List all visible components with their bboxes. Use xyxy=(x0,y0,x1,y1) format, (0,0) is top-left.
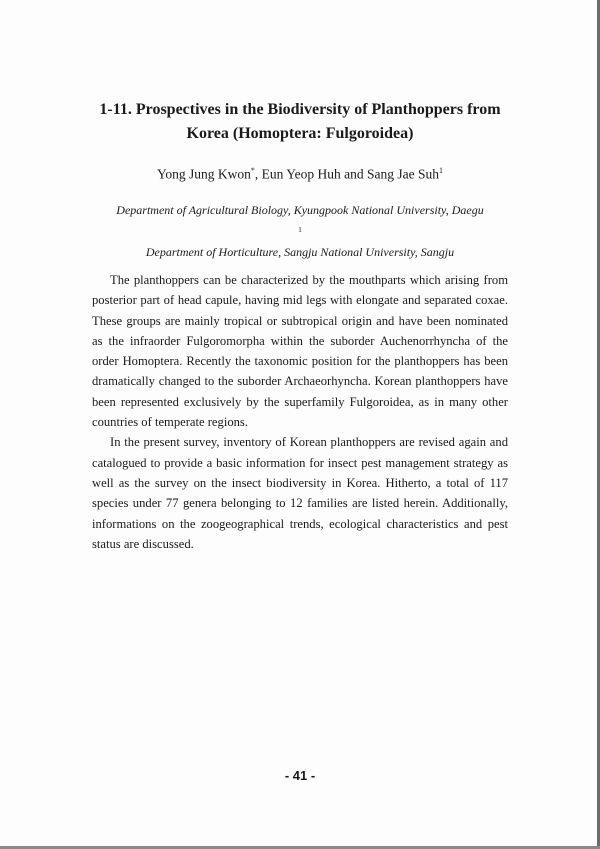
author-separator: and xyxy=(340,166,368,182)
page-number: - 41 - xyxy=(284,768,316,783)
author-name: Yong Jung Kwon xyxy=(156,166,251,182)
affiliation-text: Department of Horticulture, Sangju National University, Sangju xyxy=(145,245,455,259)
title-line-1: 1-11. Prospectives in the Biodiversity of Planthoppers from xyxy=(99,101,501,118)
author-separator: , xyxy=(254,166,262,182)
title-line-2: Korea (Homoptera: Fulgoroidea) xyxy=(186,125,414,142)
abstract-paragraph: In the present survey, inventory of Korean planthoppers are revised again and catalogued to provide a basic information for insect pest management strategy as well as the survey on the insect biodiversity in Korea. Hitherto, a total of 117 species under 77 genera belonging to 12 families are listed herein. Additionally, informations on the zoogeographical trends, ecological characteristics and pest status are discussed. xyxy=(92,435,508,551)
corresponding-author-mark: * xyxy=(250,166,255,175)
affiliation-mark: 1 xyxy=(439,166,444,175)
paper-title xyxy=(80,98,520,146)
author-name: Eun Yeop Huh xyxy=(261,166,341,182)
author-list xyxy=(80,162,520,184)
affiliations xyxy=(60,201,540,262)
affiliation-mark: 1 xyxy=(298,225,302,234)
author-name: Sang Jae Suh xyxy=(367,166,440,182)
abstract-body xyxy=(92,270,508,554)
abstract-paragraph: The planthoppers can be characterized by the mouthparts which arising from posterior part of head capule, having mid legs with elongate and separated coxae. These groups are mainly tropical or subtropical origin and have been nominated as the infraorder Fulgoromorpha within the suborder Auchenorrhyncha of the order Homoptera. Recently the taxonomic position for the planthoppers has been dramatically changed to the suborder Archaeorhyncha. Korean planthoppers have been represented exclusively by the superfamily Fulgoroidea, as in many other countries of temperate regions. xyxy=(92,273,508,430)
affiliation-line: Department of Agricultural Biology, Kyungpook National University, Daegu xyxy=(116,203,484,217)
affiliation-line xyxy=(60,220,540,262)
